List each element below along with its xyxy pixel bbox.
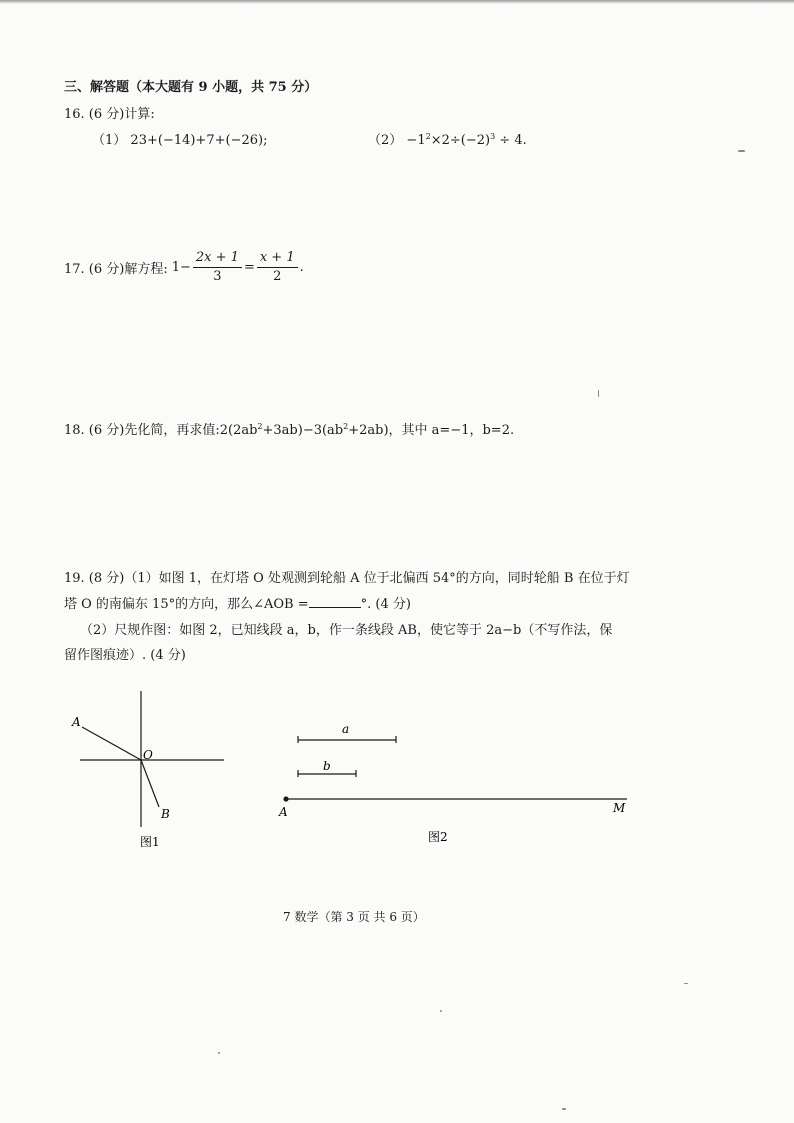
fig2-label-end: M [613, 801, 626, 815]
q17-fraction-right [257, 249, 298, 286]
scan-edge [0, 0, 794, 4]
q18 [64, 419, 514, 438]
fig2-label-b: b [323, 759, 331, 773]
q16-part2-term-b: ×2÷(−2) [430, 133, 491, 148]
q17-frac2-denominator: 2 [273, 269, 282, 284]
q19-line4: 留作图痕迹）. (4 分) [64, 648, 186, 663]
q18-expr-exp2: 2 [343, 422, 349, 431]
q19-line2 [64, 593, 411, 612]
fig2-label-a: a [342, 722, 350, 736]
q18-expr-part3: +2ab) [348, 423, 389, 438]
fig2-caption: 图2 [428, 830, 448, 844]
q16-part2-expression [406, 133, 526, 148]
scan-speck [738, 150, 745, 152]
q18-label: 18. (6 分)先化简，再求值: [64, 423, 220, 438]
q16-part2-term-a: −1 [406, 133, 426, 148]
q18-expr-part1: 2(2ab [219, 423, 258, 438]
q16-part1-number: （1） [92, 133, 127, 148]
figure2 [270, 715, 640, 855]
q16-part2 [368, 129, 527, 148]
q19-line1: 19. (8 分)（1）如图 1，在灯塔 O 处观测到轮船 A 位于北偏西 54°的方向，同时轮船 B 在位于灯 [64, 571, 630, 586]
fig1-ray-oa [82, 727, 141, 760]
q16-part1-expression: 23+(−14)+7+(−26); [130, 133, 268, 148]
figure1 [60, 685, 240, 855]
scan-speck [598, 390, 599, 397]
fig1-label-a: A [72, 715, 81, 729]
page-footer: 7 数学（第 3 页 共 6 页） [283, 910, 425, 924]
q19-line2-score: °. (4 分) [360, 597, 411, 612]
scan-speck [218, 1052, 220, 1054]
q17-frac1-denominator: 3 [213, 269, 222, 284]
q19-line2-text: 塔 O 的南偏东 15°的方向，那么∠AOB = [64, 597, 309, 612]
q16-part2-term-c: ÷ 4. [499, 133, 527, 148]
fig1-ray-ob [141, 760, 159, 807]
scan-speck [562, 1108, 566, 1110]
q17 [64, 249, 304, 286]
q17-fraction-left [193, 249, 242, 286]
q18-expression [220, 423, 389, 438]
q19-answer-blank[interactable] [309, 596, 361, 608]
fig2-label-start: A [279, 805, 288, 819]
q17-frac2-numerator: x + 1 [257, 249, 298, 268]
fig1-label-b: B [161, 807, 170, 821]
q16-part1 [92, 129, 267, 148]
q19-line3: （2）尺规作图：如图 2，已知线段 a，b，作一条线段 AB，使它等于 2a−b（不写作法，保 [80, 623, 613, 638]
q16-label: 16. (6 分)计算: [64, 107, 155, 122]
fig2-point-a [283, 796, 288, 801]
q17-equals: = [243, 260, 255, 275]
q16-part2-exp-a: 2 [425, 132, 431, 141]
q17-label: 17. (6 分)解方程: [64, 262, 168, 277]
fig1-caption: 图1 [140, 835, 160, 849]
q18-condition: ，其中 a=−1，b=2. [388, 423, 515, 438]
q18-expr-part2: +3ab)−3(ab [262, 423, 344, 438]
q17-lead: 1− [171, 260, 191, 275]
fig1-label-o: O [143, 748, 153, 762]
q16-part2-number: （2） [368, 133, 403, 148]
q17-frac1-numerator: 2x + 1 [193, 249, 242, 268]
q16-part2-exp-b: 3 [490, 132, 496, 141]
scan-speck [684, 983, 688, 984]
section-title: 三、解答题（本大题有 9 小题，共 75 分） [64, 80, 318, 95]
scan-speck [440, 1010, 442, 1012]
q17-end: . [299, 260, 304, 275]
q18-expr-exp1: 2 [257, 422, 263, 431]
